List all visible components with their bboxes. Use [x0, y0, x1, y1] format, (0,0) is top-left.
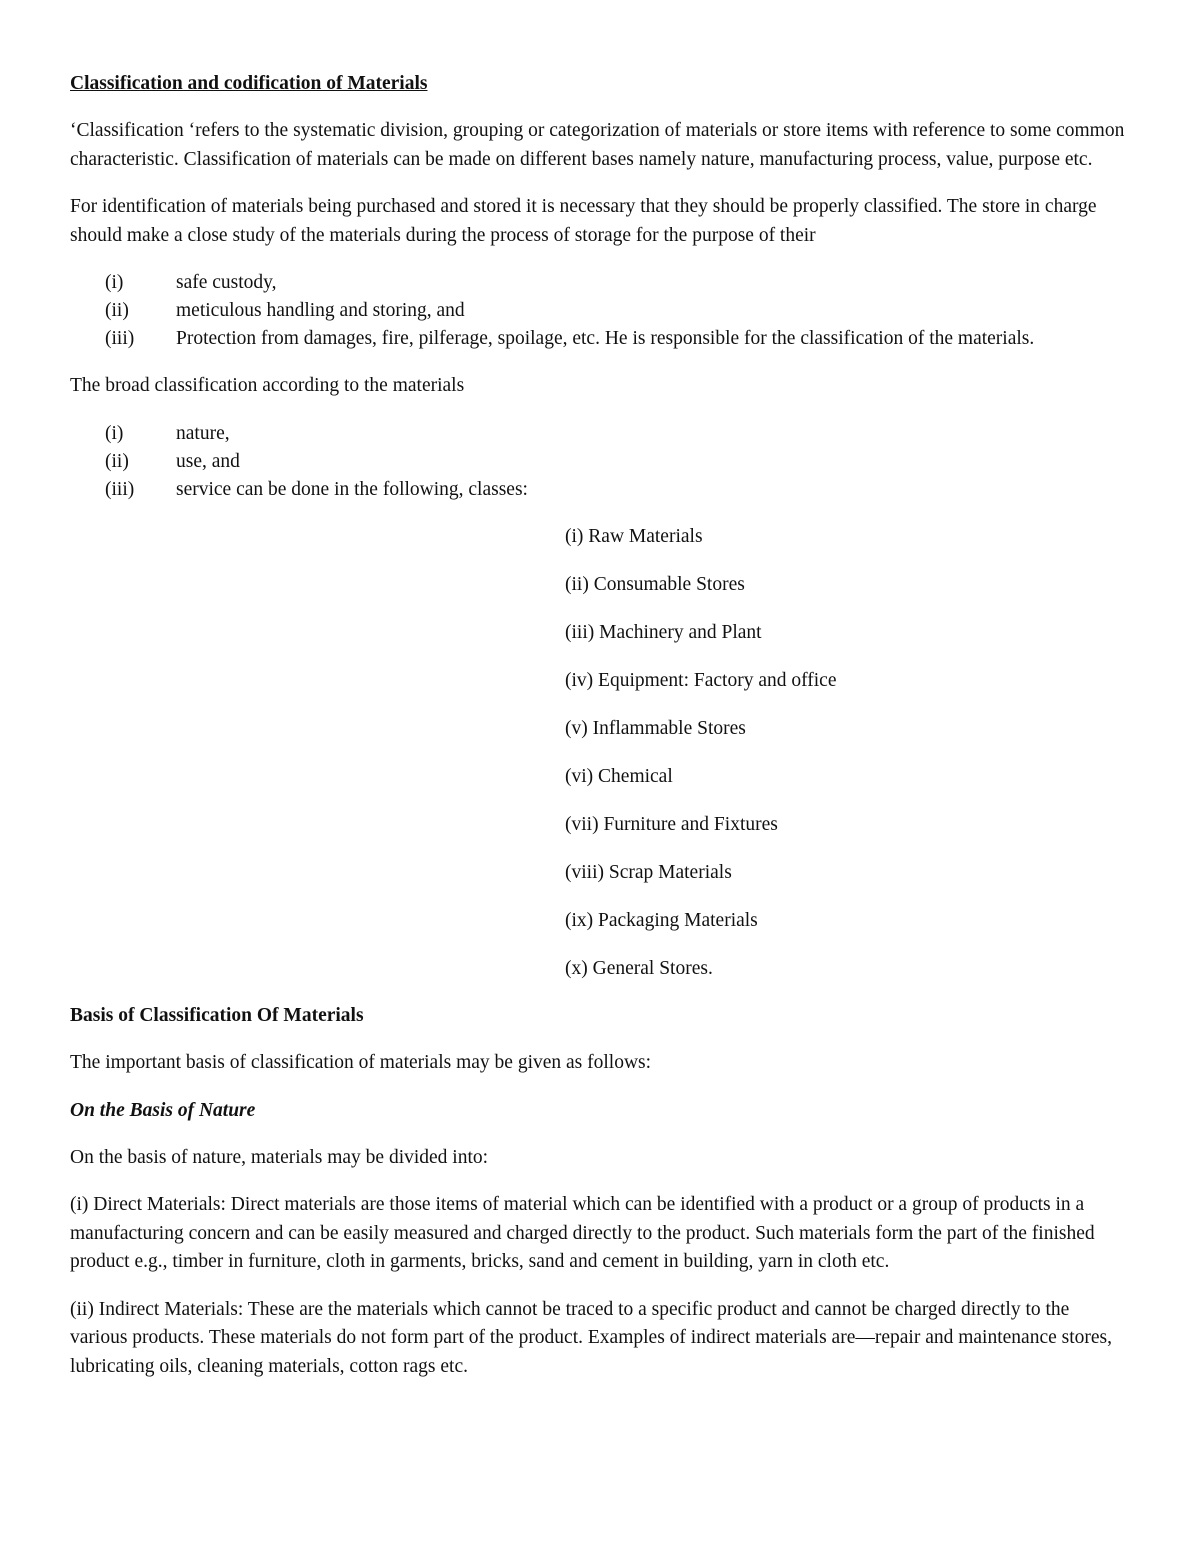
list-number: (i): [105, 272, 124, 293]
list-item: [70, 269, 1130, 297]
list-item: [70, 448, 1130, 476]
nature-heading: On the Basis of Nature: [70, 1099, 256, 1121]
list-text: service can be done in the following, classes:: [176, 478, 528, 500]
class-item: (iv) Equipment: Factory and office: [565, 669, 837, 691]
list-item: [70, 297, 1130, 325]
list-item: [70, 476, 1130, 504]
list-text: use, and: [176, 450, 240, 472]
list-text: safe custody,: [176, 272, 277, 293]
list-text: meticulous handling and storing, and: [176, 300, 465, 321]
purpose-list: [70, 269, 1130, 353]
class-item: (i) Raw Materials: [565, 525, 703, 547]
class-item: (ix) Packaging Materials: [565, 910, 758, 932]
list-number: (iii): [105, 478, 135, 500]
document-page: [70, 70, 1130, 1381]
indirect-materials-paragraph: (ii) Indirect Materials: These are the materials which cannot be traced to a specific product and cannot be charged directly to the various products. These materials do not form part of the product. Examples of indirect materials are—repair and maintenance stores, lubricating oils, cleaning materials, cotton rags etc.: [70, 1298, 1112, 1377]
broad-classification-paragraph: The broad classification according to the materials: [70, 375, 465, 396]
list-number: (iii): [105, 328, 135, 349]
list-text: nature,: [176, 422, 230, 444]
broad-list: [70, 420, 1130, 504]
basis-paragraph: The important basis of classification of materials may be given as follows:: [70, 1052, 652, 1074]
list-number: (ii): [105, 450, 129, 472]
basis-heading: Basis of Classification Of Materials: [70, 1005, 364, 1027]
nature-paragraph: On the basis of nature, materials may be divided into:: [70, 1146, 489, 1168]
list-item: [70, 325, 1130, 353]
list-text: Protection from damages, fire, pilferage, spoilage, etc. He is responsible for the classification of the materials.: [176, 328, 1035, 349]
classes-list: [70, 523, 1130, 984]
class-item: (vi) Chemical: [565, 765, 673, 787]
class-item: (vii) Furniture and Fixtures: [565, 814, 778, 836]
list-number: (i): [105, 422, 124, 444]
document-title: Classification and codification of Materials: [70, 73, 428, 94]
intro-paragraph: ‘Classification ‘refers to the systematic division, grouping or categorization of materials or store items with reference to some common characteristic. Classification of materials can be made on different bases namely nature, manufacturing process, value, purpose etc.: [70, 120, 1125, 170]
direct-materials-paragraph: (i) Direct Materials: Direct materials are those items of material which can be identified with a product or a group of products in a manufacturing concern and can be easily measured and charged directly to the product. Such materials form the part of the finished product e.g., timber in furniture, cloth in garments, bricks, sand and cement in building, yarn in cloth etc.: [70, 1194, 1095, 1273]
class-item: (iii) Machinery and Plant: [565, 621, 762, 643]
list-item: [70, 420, 1130, 448]
identification-paragraph: For identification of materials being purchased and stored it is necessary that they should be properly classified. The store in charge should make a close study of the materials during the process of storage for the purpose of their: [70, 196, 1097, 246]
class-item: (viii) Scrap Materials: [565, 862, 732, 884]
list-number: (ii): [105, 300, 129, 321]
class-item: (x) General Stores.: [565, 958, 713, 980]
class-item: (ii) Consumable Stores: [565, 573, 745, 595]
class-item: (v) Inflammable Stores: [565, 717, 746, 739]
